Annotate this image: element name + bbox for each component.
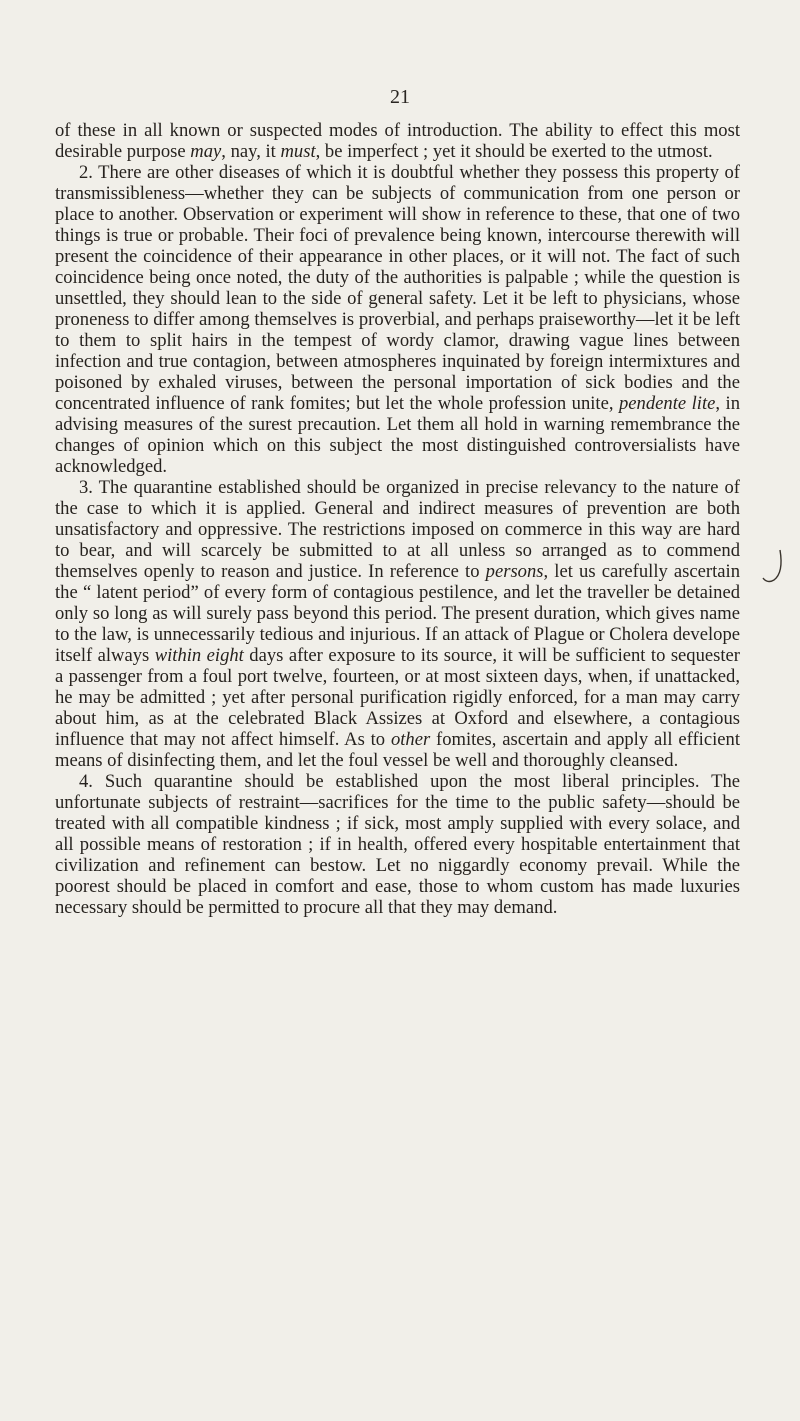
text-segment-italic: may <box>190 141 222 162</box>
body-text <box>55 120 740 918</box>
text-segment: days after exposure to its source, it will be sufficient to sequester a passenger from a foul port twelve, fourteen, or at most sixteen days, when, if unattacked, he may be admitted ; yet after personal purification rigidly enforced, for a man may carry about him, as at the celebrated Black Assizes at Oxford and elsewhere, a contagious influence that may not affect himself. As to <box>55 645 740 750</box>
text-segment: , let us carefully ascertain the “ latent period” of every form of contagious pestilence, and let the traveller be detained only so long as will surely pass beyond this period. The present duration, which gives name to the law, is unnecessarily tedious and injurious. If an attack of Plague or Cholera develope itself always <box>55 561 741 666</box>
text-segment-italic: must <box>280 141 316 162</box>
page-number: 21 <box>390 86 410 108</box>
page-edge-hook-mark <box>760 548 790 588</box>
text-segment: , in advising measures of the surest precaution. Let them all hold in warning remembrance the changes of opinion which on this subject the most distinguished controversialists have acknowledged. <box>55 393 740 477</box>
text-segment-italic: pendente lite <box>619 393 716 414</box>
text-segment: , nay, it <box>221 141 281 162</box>
text-segment-italic: persons <box>485 561 544 582</box>
text-segment: 2. There are other diseases of which it is doubtful whether they possess this property of transmissibleness—whether they can be subjects of communication from one person or place to another. Observation or experiment will show in reference to these, that one of two things is true or probable. Their foci of prevalence being known, intercourse therewith will present the coincidence of their appearance in other places, or it will not. The fact of such coincidence being once noted, the duty of the authorities is palpable ; while the question is unsettled, they should lean to the side of general safety. Let it be left to physicians, whose proneness to differ among themselves is proverbial, and perhaps praiseworthy—let it be left to them to split hairs in the tempest of wordy clamor, drawing vague lines between infection and true contagion, between atmospheres inquinated by foreign intermixtures and poisoned by exhaled viruses, between the personal importation of sick bodies and the concentrated influence of rank fomites; but let the whole profession unite, <box>55 162 740 414</box>
text-segment: , be imperfect ; yet it should be exerted to the utmost. <box>315 141 713 162</box>
paragraph-3 <box>55 477 740 771</box>
text-segment: of these in all known or suspected modes of introduction. The ability to effect this most desirable purpose <box>55 120 740 162</box>
paragraph-continuation <box>55 120 740 162</box>
paragraph-4 <box>55 771 740 918</box>
text-segment: fomites, ascertain and apply all efficient means of disinfecting them, and let the foul vessel be well and thoroughly cleansed. <box>55 729 740 771</box>
text-segment: 4. Such quarantine should be established upon the most liberal principles. The unfortunate subjects of restraint—sacrifices for the time to the public safety—should be treated with all compatible kindness ; if sick, most amply supplied with every solace, and all possible means of restoration ; if in health, offered every hospitable entertainment that civilization and refinement can bestow. Let no niggardly economy prevail. While the poorest should be placed in comfort and ease, those to whom custom has made luxuries necessary should be permitted to procure all that they may demand. <box>55 771 740 918</box>
text-segment-italic: other <box>390 729 431 750</box>
text-segment-italic: within eight <box>154 645 244 666</box>
text-segment: 3. The quarantine established should be organized in precise relevancy to the nature of the case to which it is applied. General and indirect measures of prevention are both unsatisfactory and oppressive. The restrictions imposed on commerce in this way are hard to bear, and will scarcely be submitted to at all unless so arranged as to commend themselves openly to reason and justice. In reference to <box>55 477 740 582</box>
paragraph-2 <box>55 162 740 477</box>
